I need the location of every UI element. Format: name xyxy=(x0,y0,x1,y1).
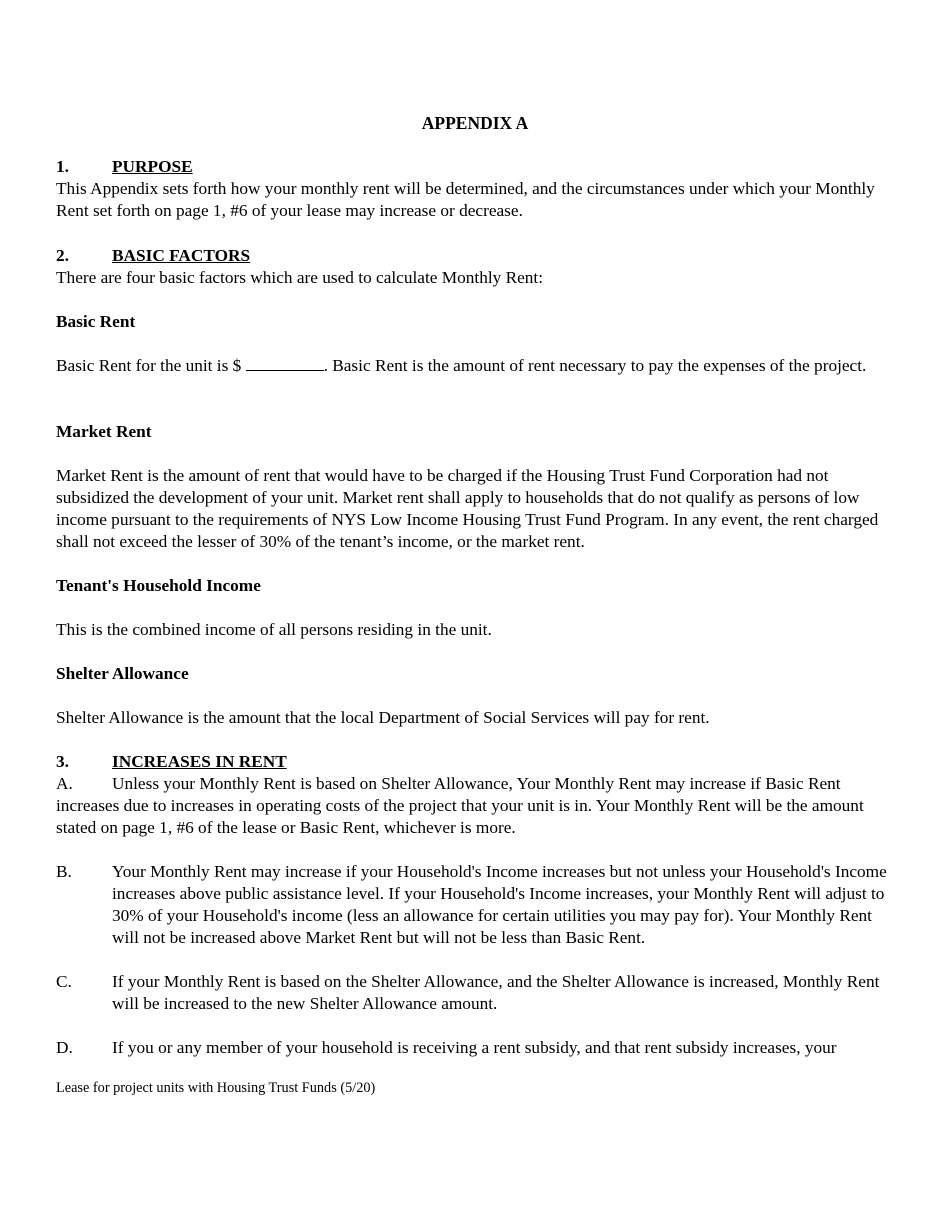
market-rent-heading: Market Rent xyxy=(56,422,152,441)
household-income-heading: Tenant's Household Income xyxy=(56,576,261,595)
item-c-paragraph: If your Monthly Rent is based on the Shelter Allowance, and the Shelter Allowance is increased, Monthly Rent will be increased to the new Shelter Allowance amount. xyxy=(112,972,880,1013)
item-a-letter: A. xyxy=(56,774,73,793)
item-d-paragraph: If you or any member of your household is receiving a rent subsidy, and that rent subsidy increases, your xyxy=(112,1038,837,1057)
basic-rent-text-end: . Basic Rent is the amount of rent necessary to pay the expenses of the project. xyxy=(323,356,867,375)
page-title: APPENDIX A xyxy=(421,113,529,133)
section-3-heading: INCREASES IN RENT xyxy=(112,752,287,771)
basic-rent-amount-blank xyxy=(246,355,324,371)
item-c-letter: C. xyxy=(56,972,72,991)
item-b-paragraph: Your Monthly Rent may increase if your Household's Income increases but not unless your Household's Income increases above public assistance level. If your Household's Income increases, your Monthly Rent will adjust to 30% of your Household's income (less an allowance for certain utilities you may pay for). Your Monthly Rent will not be increased above Market Rent but will not be less than Basic Rent. xyxy=(112,862,887,947)
shelter-allowance-heading: Shelter Allowance xyxy=(56,664,189,683)
section-1-number: 1. xyxy=(56,157,69,176)
item-a-paragraph: Unless your Monthly Rent is based on Shelter Allowance, Your Monthly Rent may increase if Basic Rent increases due to increases in operating costs of the project that your unit is in. Your Monthly Rent will be the amount stated on page 1, #6 of the lease or Basic Rent, whichever is more. xyxy=(56,774,864,837)
section-1-heading: PURPOSE xyxy=(112,157,193,176)
market-rent-paragraph: Market Rent is the amount of rent that would have to be charged if the Housing Trust Fund Corporation had not subsidized the development of your unit. Market rent shall apply to households that do not qualify as persons of low income pursuant to the requirements of NYS Low Income Housing Trust Fund Program. In any event, the rent charged shall not exceed the lesser of 30% of the tenant’s income, or the market rent. xyxy=(56,466,879,551)
shelter-allowance-paragraph: Shelter Allowance is the amount that the local Department of Social Services will pay for rent. xyxy=(56,708,710,727)
section-2-number: 2. xyxy=(56,246,69,265)
household-income-paragraph: This is the combined income of all persons residing in the unit. xyxy=(56,620,492,639)
basic-rent-text-start: Basic Rent for the unit is $ xyxy=(56,356,246,375)
basic-rent-heading: Basic Rent xyxy=(56,312,136,331)
basic-factors-intro: There are four basic factors which are used to calculate Monthly Rent: xyxy=(56,268,544,287)
page-footer: Lease for project units with Housing Trust Funds (5/20) xyxy=(56,1080,376,1096)
basic-rent-paragraph xyxy=(56,355,901,377)
section-2-heading: BASIC FACTORS xyxy=(112,246,251,265)
purpose-paragraph: This Appendix sets forth how your monthly rent will be determined, and the circumstances under which your Monthly Rent set forth on page 1, #6 of your lease may increase or decrease. xyxy=(56,179,875,220)
item-d-letter: D. xyxy=(56,1038,73,1057)
section-3-number: 3. xyxy=(56,752,69,771)
item-b-letter: B. xyxy=(56,862,72,881)
